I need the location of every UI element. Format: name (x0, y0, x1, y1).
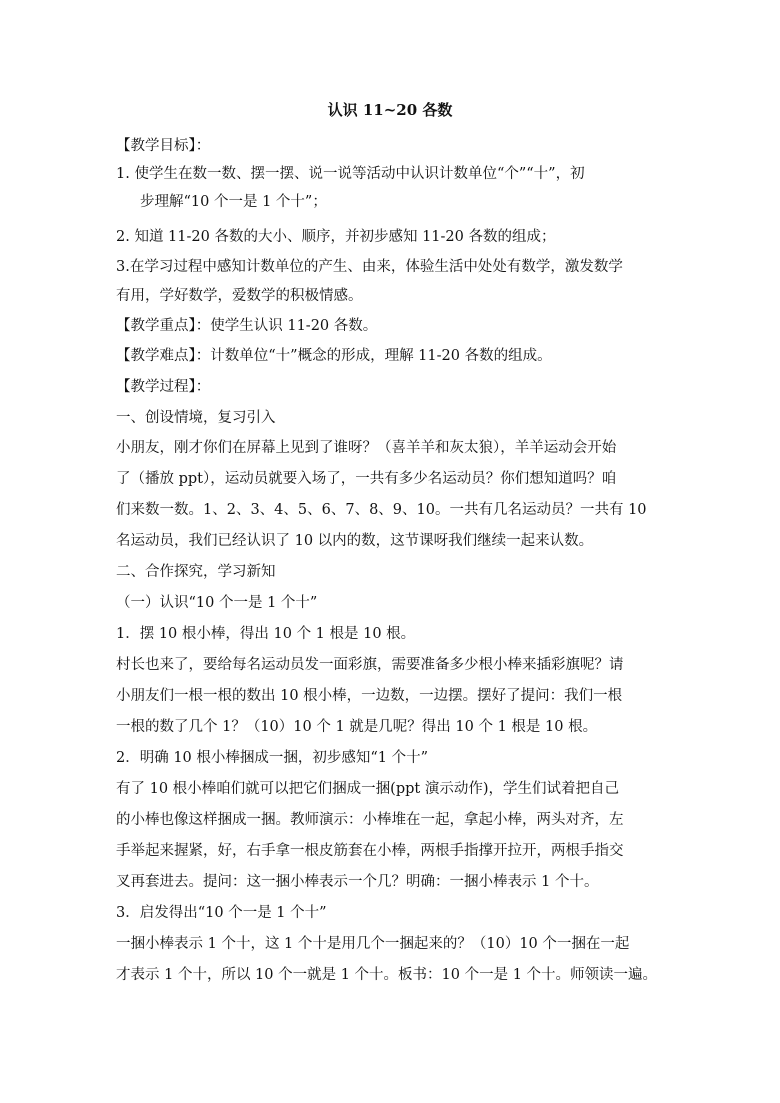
paragraph-line: 小朋友们一根一根的数出 10 根小棒，一边数，一边摆。摆好了提问：我们一根 (116, 688, 623, 704)
objective-line: 1. 使学生在数一数、摆一摆、说一说等活动中认识计数单位“个”“十”，初 (116, 166, 585, 182)
objective-line: 步理解“10 个一是 1 个十”； (140, 194, 327, 210)
objective-line: 2. 知道 11-20 各数的大小、顺序，并初步感知 11-20 各数的组成； (116, 229, 556, 245)
step-heading: 2．明确 10 根小棒捆成一捆，初步感知“1 个十” (116, 750, 429, 766)
paragraph-line: 一根的数了几个 1？（10）10 个 1 就是几呢？得出 10 个 1 根是 10 根。 (116, 719, 598, 735)
paragraph-line: 才表示 1 个十，所以 10 个一就是 1 个十。板书：10 个一是 1 个十。师领读一遍。 (116, 967, 658, 983)
section-heading: 一、创设情境，复习引入 (116, 410, 276, 426)
paragraph-line: 了（播放 ppt），运动员就要入场了，一共有多少名运动员？你们想知道吗？咱 (116, 471, 617, 487)
step-heading: 1．摆 10 根小棒，得出 10 个 1 根是 10 根。 (116, 626, 416, 642)
paragraph-line: 一捆小棒表示 1 个十，这 1 个十是用几个一捆起来的？（10）10 个一捆在一起 (116, 936, 630, 952)
paragraph-line: 们来数一数。1、2、3、4、5、6、7、8、9、10。一共有几名运动员？一共有 10 (116, 502, 647, 518)
paragraph-line: 村长也来了，要给每名运动员发一面彩旗，需要准备多少根小棒来插彩旗呢？请 (116, 657, 624, 673)
step-heading: 3．启发得出“10 个一是 1 个十” (116, 905, 327, 921)
subsection-heading: （一）认识“10 个一是 1 个十” (116, 595, 318, 611)
difficulty (116, 346, 552, 366)
difficulty-label: 【教学难点】： (116, 348, 211, 364)
paragraph-line: 手举起来握紧，好，右手拿一根皮筋套在小棒，两根手指撑开拉开，两根手指交 (116, 843, 624, 859)
paragraph-line: 小朋友，刚才你们在屏幕上见到了谁呀？（喜羊羊和灰太狼），羊羊运动会开始 (116, 440, 617, 456)
paragraph-line: 有了 10 根小棒咱们就可以把它们捆成一捆(ppt 演示动作)，学生们试着把自己 (116, 781, 619, 797)
objectives-label: 【教学目标】： (116, 138, 211, 154)
difficulty-text: 计数单位“十”概念的形成，理解 11-20 各数的组成。 (210, 348, 552, 364)
key-point-text: 使学生认识 11-20 各数。 (210, 318, 378, 334)
process-label: 【教学过程】： (116, 379, 211, 395)
paragraph-line: 名运动员，我们已经认识了 10 以内的数，这节课呀我们继续一起来认数。 (116, 533, 594, 549)
objective-line: 3.在学习过程中感知计数单位的产生、由来，体验生活中处处有数学，激发数学 (116, 259, 623, 275)
key-point-label: 【教学重点】： (116, 318, 211, 334)
paragraph-line: 叉再套进去。提问：这一捆小棒表示一个几？明确：一捆小棒表示 1 个十。 (116, 874, 599, 890)
key-point (116, 316, 377, 336)
objective-line: 有用，学好数学，爱数学的积极情感。 (116, 288, 363, 304)
paragraph-line: 的小棒也像这样捆成一捆。教师演示：小棒堆在一起，拿起小棒，两头对齐，左 (116, 812, 624, 828)
page-title: 认识 11~20 各数 (327, 101, 453, 119)
section-heading: 二、合作探究，学习新知 (116, 564, 276, 580)
